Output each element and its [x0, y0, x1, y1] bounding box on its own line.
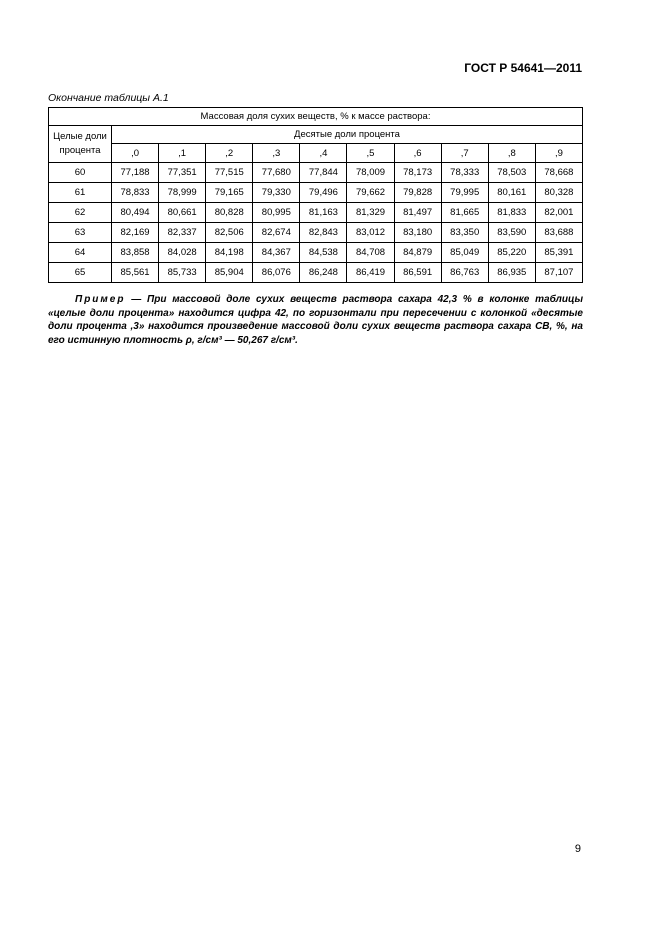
decimal-column-header: ,9	[535, 144, 582, 163]
table-row	[49, 203, 583, 223]
value-cell: 79,165	[206, 183, 253, 203]
value-cell: 85,561	[112, 263, 159, 283]
decimal-column-header: ,4	[300, 144, 347, 163]
value-cell: 83,012	[347, 223, 394, 243]
value-cell: 85,220	[488, 243, 535, 263]
decimal-column-header: ,7	[441, 144, 488, 163]
value-cell: 86,935	[488, 263, 535, 283]
value-cell: 86,591	[394, 263, 441, 283]
example-label: Пример	[75, 294, 126, 305]
value-cell: 78,173	[394, 163, 441, 183]
value-cell: 79,496	[300, 183, 347, 203]
value-cell: 86,248	[300, 263, 347, 283]
table-title: Массовая доля сухих веществ, % к массе раствора:	[49, 108, 583, 126]
value-cell: 78,503	[488, 163, 535, 183]
value-cell: 85,391	[535, 243, 582, 263]
value-cell: 81,833	[488, 203, 535, 223]
value-cell: 81,665	[441, 203, 488, 223]
value-cell: 81,163	[300, 203, 347, 223]
whole-percent-cell: 61	[49, 183, 112, 203]
value-cell: 85,733	[159, 263, 206, 283]
value-cell: 78,668	[535, 163, 582, 183]
decimal-column-header: ,0	[112, 144, 159, 163]
value-cell: 80,995	[253, 203, 300, 223]
value-cell: 80,328	[535, 183, 582, 203]
value-cell: 77,188	[112, 163, 159, 183]
value-cell: 81,329	[347, 203, 394, 223]
value-cell: 78,999	[159, 183, 206, 203]
value-cell: 82,001	[535, 203, 582, 223]
value-cell: 86,763	[441, 263, 488, 283]
whole-percent-cell: 62	[49, 203, 112, 223]
value-cell: 80,161	[488, 183, 535, 203]
example-paragraph	[48, 293, 583, 347]
table-row	[49, 243, 583, 263]
table-row	[49, 263, 583, 283]
whole-percent-cell: 65	[49, 263, 112, 283]
value-cell: 82,674	[253, 223, 300, 243]
whole-percent-cell: 63	[49, 223, 112, 243]
value-cell: 84,879	[394, 243, 441, 263]
value-cell: 78,833	[112, 183, 159, 203]
value-cell: 86,076	[253, 263, 300, 283]
value-cell: 82,337	[159, 223, 206, 243]
table-caption: Окончание таблицы А.1	[48, 92, 169, 104]
whole-percent-cell: 64	[49, 243, 112, 263]
value-cell: 81,497	[394, 203, 441, 223]
value-cell: 79,995	[441, 183, 488, 203]
value-cell: 84,367	[253, 243, 300, 263]
value-cell: 78,333	[441, 163, 488, 183]
standard-code: ГОСТ Р 54641—2011	[464, 61, 582, 75]
value-cell: 83,688	[535, 223, 582, 243]
value-cell: 84,198	[206, 243, 253, 263]
value-cell: 85,904	[206, 263, 253, 283]
value-cell: 79,330	[253, 183, 300, 203]
decimal-column-header: ,6	[394, 144, 441, 163]
decimal-column-header: ,2	[206, 144, 253, 163]
value-cell: 83,350	[441, 223, 488, 243]
whole-percent-cell: 60	[49, 163, 112, 183]
example-text: — При массовой доле сухих веществ раствора сахара 42,3 % в колонке таблицы «целые доли процента» находится цифра 42, по горизонтали при пересечении с колонкой «десятые доли процента ,3» находится произведение массовой доли сухих веществ раствора сахара СВ, %, на его истинную плотность ρ, г/см³ — 50,267 г/см³.	[48, 294, 583, 346]
value-cell: 87,107	[535, 263, 582, 283]
value-cell: 79,662	[347, 183, 394, 203]
decimal-column-header: ,8	[488, 144, 535, 163]
value-cell: 79,828	[394, 183, 441, 203]
value-cell: 84,538	[300, 243, 347, 263]
value-cell: 84,708	[347, 243, 394, 263]
row-header: Целые доли процента	[49, 126, 112, 163]
value-cell: 82,843	[300, 223, 347, 243]
value-cell: 77,351	[159, 163, 206, 183]
decimal-column-header: ,5	[347, 144, 394, 163]
value-cell: 84,028	[159, 243, 206, 263]
value-cell: 77,515	[206, 163, 253, 183]
value-cell: 82,169	[112, 223, 159, 243]
value-cell: 85,049	[441, 243, 488, 263]
value-cell: 80,661	[159, 203, 206, 223]
value-cell: 83,180	[394, 223, 441, 243]
decimal-column-header: ,3	[253, 144, 300, 163]
decimal-column-header: ,1	[159, 144, 206, 163]
value-cell: 82,506	[206, 223, 253, 243]
value-cell: 77,680	[253, 163, 300, 183]
value-cell: 80,494	[112, 203, 159, 223]
table-row	[49, 223, 583, 243]
density-table	[48, 107, 583, 283]
value-cell: 80,828	[206, 203, 253, 223]
table-row	[49, 183, 583, 203]
value-cell: 86,419	[347, 263, 394, 283]
table-row	[49, 163, 583, 183]
value-cell: 83,858	[112, 243, 159, 263]
value-cell: 78,009	[347, 163, 394, 183]
value-cell: 77,844	[300, 163, 347, 183]
decimal-header: Десятые доли процента	[112, 126, 583, 144]
page-number: 9	[574, 843, 581, 855]
value-cell: 83,590	[488, 223, 535, 243]
